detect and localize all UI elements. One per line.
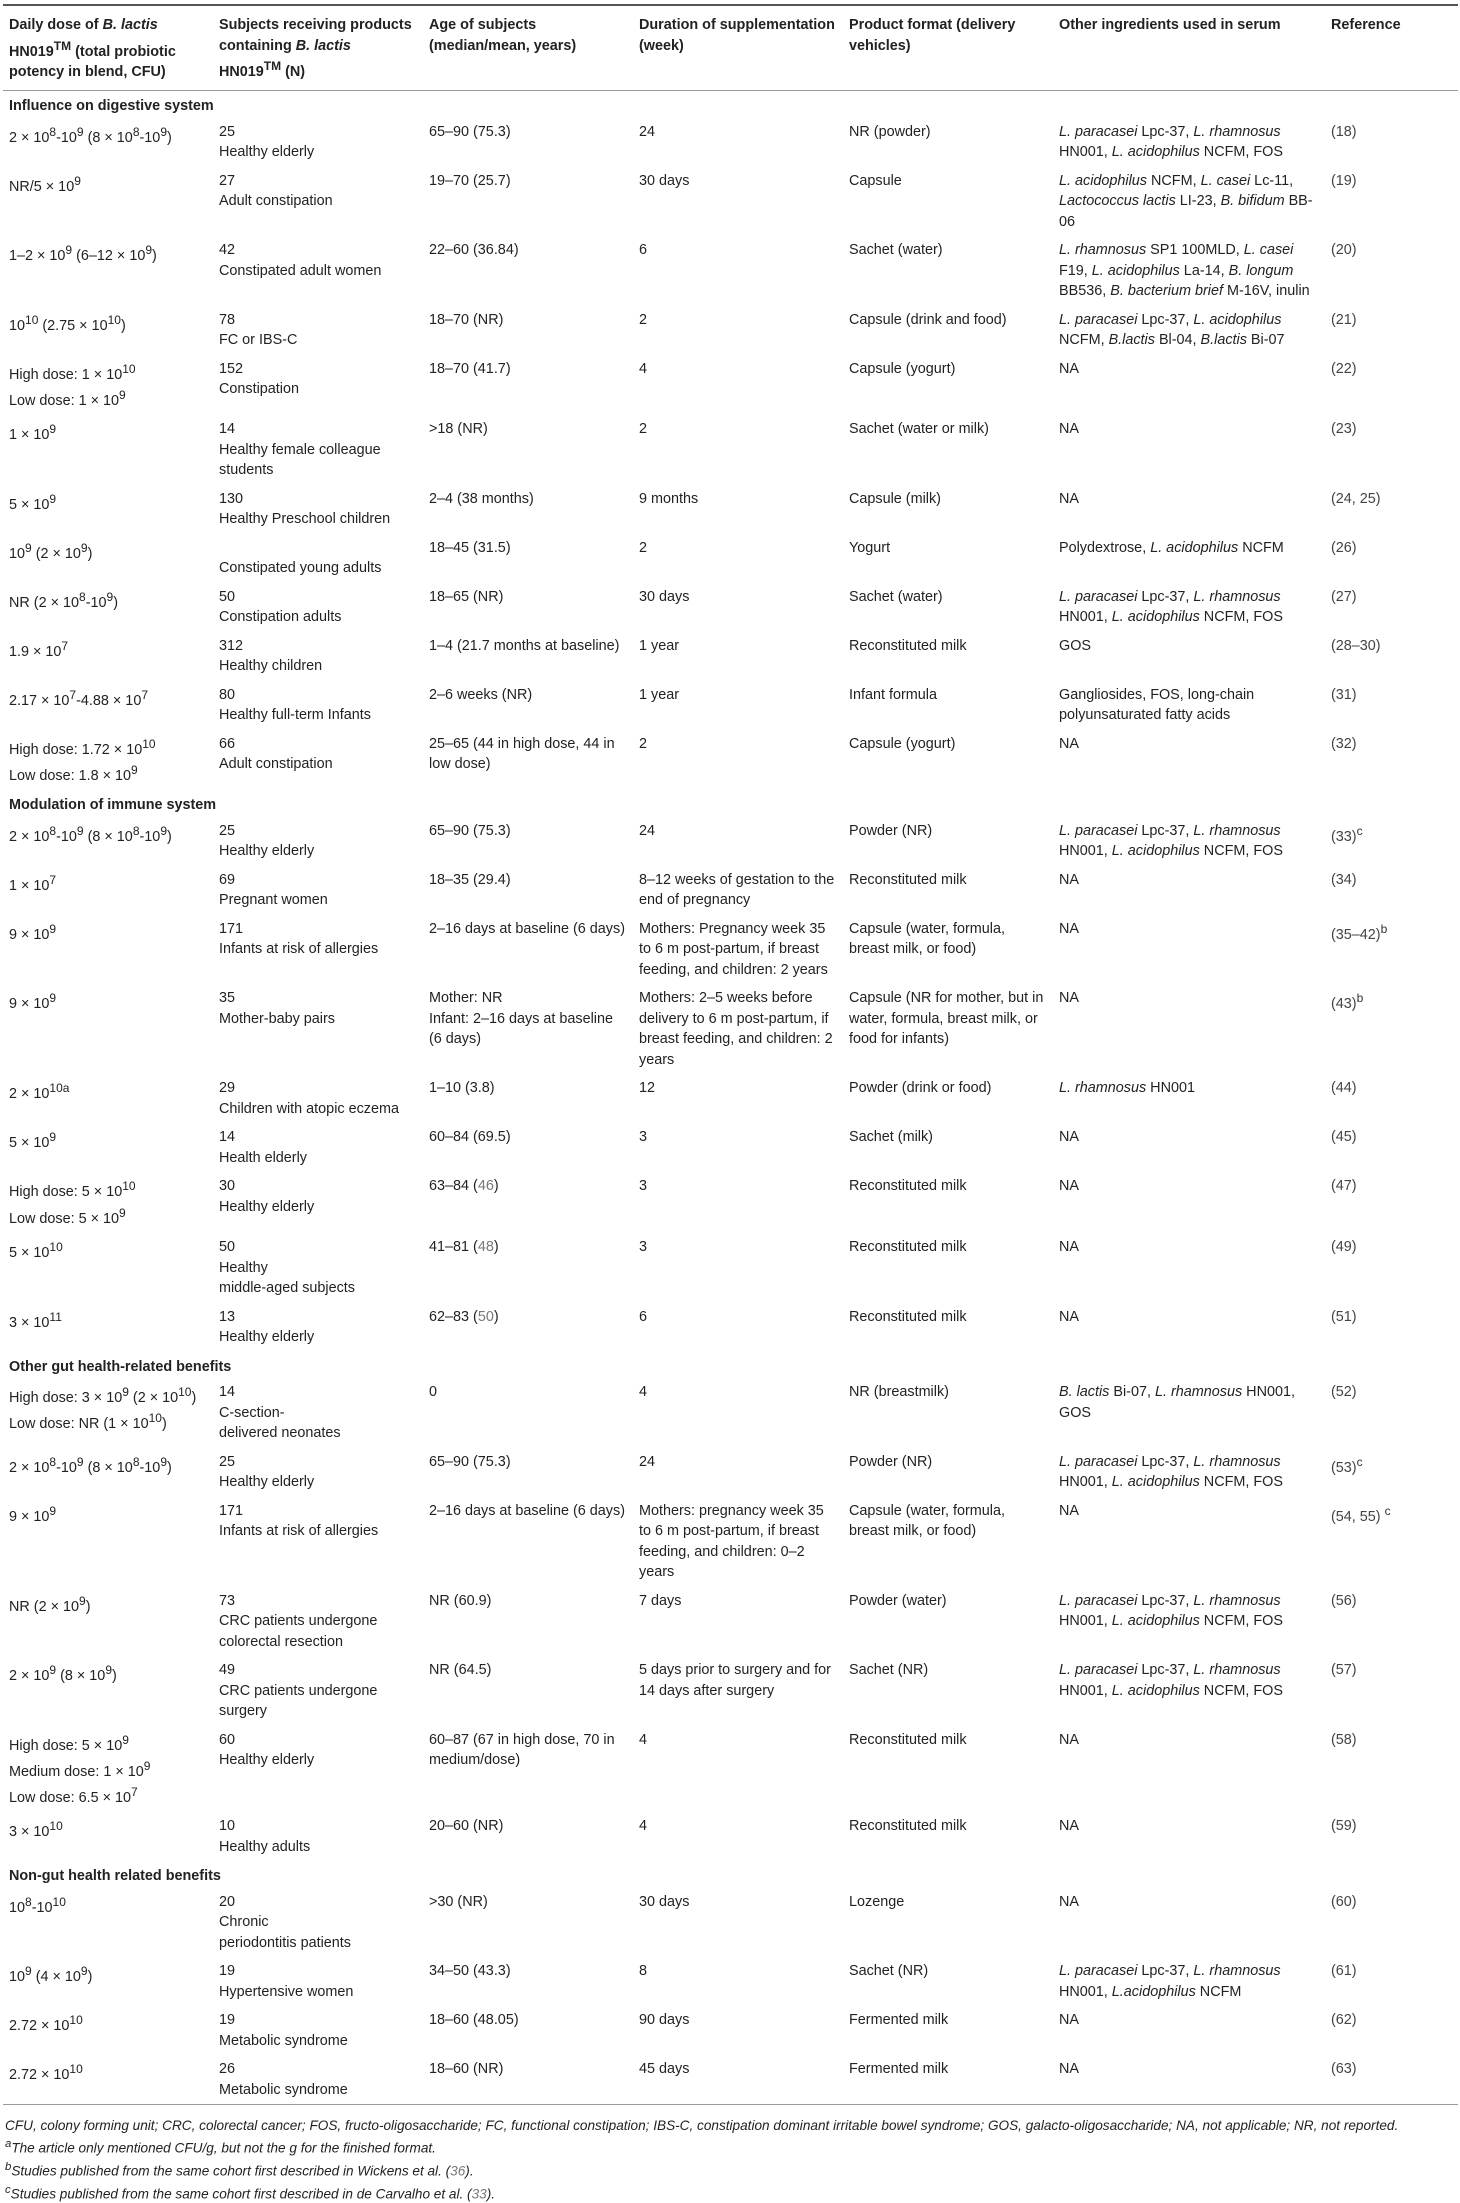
table-row	[3, 1957, 1458, 2006]
table-cell: 18–65 (NR)	[429, 588, 504, 605]
table-row	[3, 534, 1458, 583]
table-cell: 4	[639, 1818, 648, 1835]
section-title: Other gut health-related benefits	[9, 1358, 232, 1375]
table-cell: 18–70 (41.7)	[429, 360, 511, 377]
table-cell: 24	[639, 1453, 656, 1470]
table-cell: Capsule (yogurt)	[849, 360, 956, 377]
table-cell: 1 year	[639, 637, 679, 654]
table-cell: 3	[639, 1178, 648, 1195]
table-cell: 60–84 (69.5)	[429, 1129, 511, 1146]
table-row	[3, 1497, 1458, 1587]
table-row	[3, 1172, 1458, 1233]
table-cell: NR (breastmilk)	[849, 1384, 949, 1401]
table-cell: GOS	[1059, 637, 1091, 654]
table-cell: Lozenge	[849, 1893, 905, 1910]
footnote: $^c$Studies published from the same cohort first described in de Carvalho et al. (33).	[5, 2183, 496, 2202]
table-cell: Fermented milk	[849, 2012, 949, 2029]
reference-cell: (22)	[1331, 360, 1357, 377]
table-cell: 45 days	[639, 2061, 690, 2078]
table-cell: Capsule	[849, 172, 902, 189]
table-cell: L. acidophilus NCFM, L. casei Lc-11, Lactococcus lactis LI-23, B. bifidum BB-06	[1059, 172, 1313, 230]
table-cell: 2–16 days at baseline (6 days)	[429, 1502, 625, 1519]
table-cell: L. paracasei Lpc-37, L. rhamnosus HN001, L. acidophilus NCFM, FOS	[1059, 1592, 1283, 1630]
section-row	[3, 1352, 1458, 1379]
table-cell: 18–35 (29.4)	[429, 871, 511, 888]
table-cell: $9 \times 10^9$	[9, 921, 57, 943]
table-cell: 1–10 (3.8)	[429, 1080, 495, 1097]
table-cell: 171 Infants at risk of allergies	[219, 920, 379, 958]
reference-cell: (61)	[1331, 1963, 1357, 1980]
reference-cell: (32)	[1331, 735, 1357, 752]
table-cell: L. paracasei Lpc-37, L. rhamnosus HN001, L. acidophilus NCFM, FOS	[1059, 1662, 1283, 1699]
table-cell: L. paracasei Lpc-37, L. rhamnosus HN001, L.acidophilus NCFM	[1059, 1963, 1281, 2000]
table-cell: $10^{10}$ $(2.75 \times 10^{10})$	[9, 312, 126, 334]
reference-cell: (63)	[1331, 2061, 1357, 2078]
table-cell: 8	[639, 1963, 648, 1980]
table-row	[3, 2055, 1458, 2105]
table-cell: 18–60 (NR)	[429, 2061, 504, 2078]
table-row	[3, 306, 1458, 355]
table-row	[3, 984, 1458, 1074]
section-row	[3, 91, 1458, 118]
table-cell: Infant formula	[849, 686, 937, 703]
table-cell: Sachet (NR)	[849, 1662, 929, 1679]
table-cell: NA	[1059, 1731, 1079, 1748]
table-cell: Powder (NR)	[849, 1453, 933, 1470]
reference-cell: (62)	[1331, 2012, 1357, 2029]
table-cell: 3	[639, 1239, 648, 1256]
table-cell: $1-2 \times 10^9$ $(6-12 \times 10^9)$	[9, 243, 157, 265]
table-row	[3, 1587, 1458, 1657]
table-row	[3, 583, 1458, 632]
table-body	[3, 91, 1458, 2105]
reference-cell: $(35-42)^b$	[1331, 921, 1388, 943]
table-cell: NR (60.9)	[429, 1592, 492, 1609]
table-cell: $10^9$ $(4 \times 10^9)$	[9, 1964, 93, 1986]
table-cell: 5 days prior to surgery and for 14 days after surgery	[639, 1662, 831, 1699]
table-row	[3, 1812, 1458, 1861]
table-cell: L. paracasei Lpc-37, L. rhamnosus HN001, L. acidophilus NCFM, FOS	[1059, 123, 1283, 161]
table-cell: 50 Constipation adults	[219, 588, 342, 626]
reference-cell: $(33)^c$	[1331, 823, 1363, 845]
footnote: CFU, colony forming unit; CRC, colorectal cancer; FOS, fructo-oligosaccharide; FC, functional constipation; IBS-C, constipation dominant irritable bowel syndrome; GOS, galacto-oligosaccharide; NA, not applicable; NR, not reported.	[5, 2118, 1399, 2134]
table-cell: $2 \times 10^8-10^9$ $(8 \times 10^8-10^9)$	[9, 823, 172, 845]
table-cell: NR (64.5)	[429, 1662, 492, 1679]
table-cell: 8–12 weeks of gestation to the end of pregnancy	[639, 871, 835, 909]
table-cell: L. rhamnosus HN001	[1059, 1080, 1195, 1097]
table-row	[3, 915, 1458, 985]
table-cell: Capsule (NR for mother, but in water, formula, breast milk, or food for infants)	[849, 990, 1044, 1048]
table-cell: NR $(2 \times 10^9)$	[9, 1593, 91, 1615]
table-cell: Mother: NR Infant: 2–16 days at baseline (6 days)	[429, 990, 614, 1048]
table-cell: 6	[639, 1308, 648, 1325]
table-cell: Sachet (NR)	[849, 1963, 929, 1980]
reference-cell: (57)	[1331, 1662, 1357, 1679]
reference-cell: (34)	[1331, 871, 1357, 888]
table-row	[3, 355, 1458, 416]
table-cell: >18 (NR)	[429, 421, 488, 438]
section-row	[3, 1861, 1458, 1888]
table-row	[3, 236, 1458, 306]
table-cell: Sachet (water)	[849, 242, 943, 259]
table-cell: 65–90 (75.3)	[429, 1453, 511, 1470]
reference-cell: (24, 25)	[1331, 490, 1381, 507]
table-cell: NA	[1059, 990, 1079, 1007]
table-cell: 4	[639, 360, 648, 377]
table-cell: 19 Metabolic syndrome	[219, 2012, 348, 2049]
table-row	[3, 485, 1458, 534]
reference-cell: (60)	[1331, 1893, 1357, 1910]
table-cell: L. rhamnosus SP1 100MLD, L. casei F19, L. acidophilus La-14, B. longum BB536, B. bacterium brief M-16V, inulin	[1059, 242, 1310, 300]
table-header	[3, 5, 1458, 91]
table-cell: 18–45 (31.5)	[429, 539, 511, 556]
table-cell: 65–90 (75.3)	[429, 123, 511, 140]
table-cell: 19–70 (25.7)	[429, 172, 511, 189]
table-cell: 171 Infants at risk of allergies	[219, 1502, 379, 1540]
reference-cell: (59)	[1331, 1818, 1357, 1835]
table-cell: $2 \times 10^8-10^9$ $(8 \times 10^8-10^9)$	[9, 1454, 172, 1476]
table-cell: $2 \times 10^9$ $(8 \times 10^9)$	[9, 1663, 117, 1684]
table-cell: Reconstituted milk	[849, 1239, 967, 1256]
table-cell: NA	[1059, 490, 1079, 507]
table-cell: 130 Healthy Preschool children	[219, 490, 391, 528]
table-cell: $2 \times 10^8-10^9$ $(8 \times 10^8-10^9)$	[9, 124, 172, 146]
table-row	[3, 118, 1458, 167]
table-cell: 2–4 (38 months)	[429, 490, 534, 507]
table-cell: 12	[639, 1080, 656, 1097]
table-cell: 10 Healthy adults	[219, 1818, 311, 1855]
table-cell: 2	[639, 539, 648, 556]
table-row	[3, 2006, 1458, 2055]
reference-cell: (18)	[1331, 123, 1357, 140]
table-row	[3, 1656, 1458, 1726]
table-cell: High dose: $5 \times 10^9$ Medium dose: $1 \times 10^9$ Low dose: $6.5 \times 10^7$	[9, 1732, 151, 1806]
table-cell: Reconstituted milk	[849, 1818, 967, 1835]
reference-cell: (49)	[1331, 1239, 1357, 1256]
table-cell: >30 (NR)	[429, 1893, 488, 1910]
table-cell: 4	[639, 1384, 648, 1401]
table-row	[3, 1448, 1458, 1497]
column-header: Age of subjects (median/mean, years)	[429, 17, 577, 54]
table-cell: $3 \times 10^{10}$	[9, 1819, 63, 1841]
table-cell: Mothers: Pregnancy week 35 to 6 m post-partum, if breast feeding, and children: 2 years	[639, 920, 828, 978]
table-cell: 7 days	[639, 1592, 682, 1609]
footnotes	[3, 2117, 1458, 2203]
table-row	[3, 1074, 1458, 1123]
table-cell: $10^9$ $(2 \times 10^9)$	[9, 540, 93, 562]
table-cell: 2–6 weeks (NR)	[429, 686, 533, 703]
table-cell: Sachet (water)	[849, 588, 943, 605]
table-cell: Powder (drink or food)	[849, 1080, 992, 1097]
table-cell: Reconstituted milk	[849, 637, 967, 654]
table-cell: NA	[1059, 2012, 1079, 2029]
table-cell: Reconstituted milk	[849, 871, 967, 888]
table-cell: NA	[1059, 871, 1079, 888]
table-cell: 18–70 (NR)	[429, 311, 504, 328]
table-cell: Sachet (milk)	[849, 1129, 933, 1146]
reference-cell: (19)	[1331, 172, 1357, 189]
table-cell: 9 months	[639, 490, 699, 507]
table-cell: 27 Adult constipation	[219, 172, 333, 210]
table-cell: 2–16 days at baseline (6 days)	[429, 920, 625, 937]
table-cell: 1–4 (21.7 months at baseline)	[429, 637, 620, 654]
table-cell: Polydextrose, L. acidophilus NCFM	[1059, 539, 1284, 556]
table-cell: Yogurt	[849, 539, 891, 556]
results-table	[3, 4, 1458, 2105]
table-row	[3, 415, 1458, 485]
table-cell: Sachet (water or milk)	[849, 421, 989, 438]
column-header: Daily dose of B. lactis HN019™ (total probiotic potency in blend, CFU)	[9, 17, 176, 80]
reference-cell: (21)	[1331, 311, 1357, 328]
table-cell: Fermented milk	[849, 2061, 949, 2078]
table-cell: 34–50 (43.3)	[429, 1963, 511, 1980]
table-cell: NA	[1059, 421, 1079, 438]
table-row	[3, 1726, 1458, 1813]
table-cell: NA	[1059, 1129, 1079, 1146]
table-cell: 50 Healthy middle-aged subjects	[219, 1239, 355, 1297]
table-cell: NA	[1059, 735, 1079, 752]
table-cell: 73 CRC patients undergone colorectal resection	[219, 1592, 378, 1650]
table-cell: 30 days	[639, 172, 690, 189]
table-cell: NA	[1059, 360, 1079, 377]
table-cell: 24	[639, 822, 656, 839]
table-cell: NA	[1059, 1893, 1079, 1910]
table-cell: $10^8-10^{10}$	[9, 1894, 66, 1916]
table-cell: Reconstituted milk	[849, 1308, 967, 1325]
table-cell: Reconstituted milk	[849, 1731, 967, 1748]
reference-cell: (28–30)	[1331, 637, 1381, 654]
table-cell: 312 Healthy children	[219, 637, 323, 675]
table-cell: 78 FC or IBS-C	[219, 311, 298, 349]
table-cell: High dose: $1.72 \times 10^{10}$ Low dose: $1.8 \times 10^9$	[9, 736, 156, 784]
table-cell: $2.17 \times 10^7-4.88 \times 10^7$	[9, 687, 149, 709]
table-cell: Mothers: 2–5 weeks before delivery to 6 m post-partum, if breast feeding, and children: 2 years	[639, 990, 833, 1068]
table-cell: 35 Mother-baby pairs	[219, 990, 335, 1027]
table-cell: 0	[429, 1384, 438, 1401]
table-cell: 26 Metabolic syndrome	[219, 2061, 348, 2098]
header-row	[3, 5, 1458, 91]
table-cell: 3	[639, 1129, 648, 1146]
table-cell: 41–81 (48)	[429, 1239, 499, 1256]
table-cell: 90 days	[639, 2012, 690, 2029]
table-cell: NA	[1059, 1502, 1079, 1519]
reference-cell: (54, 55) $^c$	[1331, 1503, 1391, 1525]
table-cell: Powder (water)	[849, 1592, 947, 1609]
table-cell: 42 Constipated adult women	[219, 242, 382, 279]
table-cell: NR (powder)	[849, 123, 931, 140]
table-row	[3, 866, 1458, 915]
reference-cell: (52)	[1331, 1384, 1357, 1401]
table-cell: $NR/5 \times 10^9$	[9, 173, 81, 195]
table-cell: Reconstituted milk	[849, 1178, 967, 1195]
table-cell: 30 days	[639, 588, 690, 605]
table-cell: 20–60 (NR)	[429, 1818, 504, 1835]
table-row	[3, 1378, 1458, 1448]
table-cell: Capsule (water, formula, breast milk, or food)	[849, 1502, 1005, 1540]
table-cell: $5 \times 10^9$	[9, 1130, 57, 1152]
table-cell: NR $(2 \times 10^8-10^9)$	[9, 589, 118, 611]
table-cell: Mothers: pregnancy week 35 to 6 m post-partum, if breast feeding, and children: 0–2 years	[639, 1502, 824, 1581]
table-row	[3, 1303, 1458, 1352]
footnote: $^a$The article only mentioned CFU/g, but not the g for the finished format.	[5, 2138, 436, 2156]
table-cell: Gangliosides, FOS, long-chain polyunsaturated fatty acids	[1059, 686, 1255, 724]
reference-cell: (58)	[1331, 1731, 1357, 1748]
table-cell: Capsule (drink and food)	[849, 311, 1007, 328]
table-cell: $2.72 \times 10^{10}$	[9, 2013, 83, 2035]
column-header: Subjects receiving products containing B. lactis HN019™ (N)	[219, 17, 412, 80]
column-header: Reference	[1331, 17, 1401, 33]
table-cell: $1.9 \times 10^7$	[9, 638, 69, 660]
table-cell: $5 \times 10^9$	[9, 491, 57, 513]
table-cell: L. paracasei Lpc-37, L. rhamnosus HN001, L. acidophilus NCFM, FOS	[1059, 588, 1283, 626]
reference-cell: (44)	[1331, 1080, 1357, 1097]
table-cell: 1 year	[639, 686, 679, 703]
table-row	[3, 681, 1458, 730]
reference-cell: (56)	[1331, 1592, 1357, 1609]
table-cell: Constipated young adults	[219, 560, 382, 577]
table-container	[3, 4, 1458, 2203]
section-row	[3, 790, 1458, 817]
table-cell: $2 \times 10^{10a}$	[9, 1081, 70, 1103]
table-cell: $5 \times 10^{10}$	[9, 1240, 63, 1261]
table-cell: 60–87 (67 in high dose, 70 in medium/dose)	[429, 1731, 615, 1769]
table-cell: B. lactis Bi-07, L. rhamnosus HN001, GOS	[1059, 1384, 1295, 1421]
table-cell: L. paracasei Lpc-37, L. rhamnosus HN001, L. acidophilus NCFM, FOS	[1059, 1453, 1283, 1491]
table-cell: 63–84 (46)	[429, 1178, 499, 1195]
table-cell: 6	[639, 242, 648, 259]
table-cell: 66 Adult constipation	[219, 735, 333, 773]
table-cell: 25 Healthy elderly	[219, 1453, 315, 1491]
table-cell: $9 \times 10^9$	[9, 1503, 57, 1525]
table-cell: 60 Healthy elderly	[219, 1731, 315, 1769]
reference-cell: (51)	[1331, 1308, 1357, 1325]
table-cell: $3 \times 10^{11}$	[9, 1309, 62, 1331]
table-row	[3, 632, 1458, 681]
footnote: $^b$Studies published from the same cohort first described in Wickens et al. (36).	[5, 2161, 474, 2179]
table-row	[3, 817, 1458, 866]
table-cell: L. paracasei Lpc-37, L. rhamnosus HN001, L. acidophilus NCFM, FOS	[1059, 822, 1283, 860]
table-cell: 20 Chronic periodontitis patients	[219, 1893, 351, 1951]
table-cell: 25 Healthy elderly	[219, 822, 315, 860]
table-cell: NA	[1059, 1178, 1079, 1195]
table-cell: High dose: $3 \times 10^9$ $(2 \times 10^{10})$ Low dose: NR $(1 \times 10^{10})$	[9, 1385, 197, 1433]
table-cell: $2.72 \times 10^{10}$	[9, 2062, 83, 2084]
table-cell: 2	[639, 735, 648, 752]
table-cell: $9 \times 10^9$	[9, 991, 57, 1013]
table-row	[3, 1233, 1458, 1303]
table-cell: 25–65 (44 in high dose, 44 in low dose)	[429, 735, 615, 773]
table-cell: 14 Health elderly	[219, 1129, 307, 1166]
table-cell: 62–83 (50)	[429, 1308, 499, 1325]
table-cell: $1 \times 10^9$	[9, 422, 57, 444]
table-row	[3, 1123, 1458, 1172]
table-cell: 25 Healthy elderly	[219, 123, 315, 161]
table-cell: 18–60 (48.05)	[429, 2012, 519, 2029]
table-row	[3, 1888, 1458, 1958]
table-cell: High dose: $1 \times 10^{10}$ Low dose: $1 \times 10^9$	[9, 361, 136, 409]
column-header: Duration of supplementation (week)	[639, 17, 835, 54]
section-title: Influence on digestive system	[9, 98, 214, 115]
table-cell: NA	[1059, 1308, 1079, 1325]
table-cell: Capsule (yogurt)	[849, 735, 956, 752]
table-cell: 30 days	[639, 1893, 690, 1910]
table-cell: 22–60 (36.84)	[429, 242, 519, 259]
table-cell: 65–90 (75.3)	[429, 822, 511, 839]
table-cell: 152 Constipation	[219, 360, 299, 398]
table-cell: 29 Children with atopic eczema	[219, 1080, 399, 1117]
reference-cell: (26)	[1331, 539, 1357, 556]
table-cell: 14 Healthy female colleague students	[219, 421, 381, 479]
reference-cell: (45)	[1331, 1129, 1357, 1146]
table-row	[3, 167, 1458, 237]
reference-cell: (31)	[1331, 686, 1357, 703]
table-cell: 14 C-section- delivered neonates	[219, 1384, 341, 1442]
table-row	[3, 730, 1458, 791]
reference-cell: $(53)^c$	[1331, 1454, 1363, 1476]
table-cell: 13 Healthy elderly	[219, 1308, 315, 1346]
table-cell: NA	[1059, 1239, 1079, 1256]
table-cell: 69 Pregnant women	[219, 871, 328, 909]
table-cell: 4	[639, 1731, 648, 1748]
reference-cell: (27)	[1331, 588, 1357, 605]
table-cell: 80 Healthy full-term Infants	[219, 686, 371, 724]
table-cell: $1 \times 10^7$	[9, 872, 57, 894]
table-cell: NA	[1059, 2061, 1079, 2078]
reference-cell: (20)	[1331, 242, 1357, 259]
table-cell: NA	[1059, 1818, 1079, 1835]
table-cell: 19 Hypertensive women	[219, 1963, 354, 2000]
table-cell: 2	[639, 311, 648, 328]
table-cell: L. paracasei Lpc-37, L. acidophilus NCFM, B.lactis Bl-04, B.lactis Bi-07	[1059, 311, 1285, 349]
table-cell: 24	[639, 123, 656, 140]
column-header: Other ingredients used in serum	[1059, 17, 1281, 33]
section-title: Modulation of immune system	[9, 797, 217, 814]
table-cell: Capsule (milk)	[849, 490, 941, 507]
section-title: Non-gut health related benefits	[9, 1868, 221, 1885]
table-cell: High dose: $5 \times 10^{10}$ Low dose: $5 \times 10^9$	[9, 1179, 136, 1227]
table-cell: NA	[1059, 920, 1079, 937]
table-cell: 2	[639, 421, 648, 438]
table-cell: Capsule (water, formula, breast milk, or food)	[849, 920, 1005, 958]
reference-cell: (47)	[1331, 1178, 1357, 1195]
table-cell: Powder (NR)	[849, 822, 933, 839]
table-cell: 30 Healthy elderly	[219, 1178, 315, 1215]
table-cell: 49 CRC patients undergone surgery	[219, 1662, 378, 1720]
reference-cell: $(43)^b$	[1331, 991, 1364, 1013]
column-header: Product format (delivery vehicles)	[849, 17, 1016, 54]
reference-cell: (23)	[1331, 421, 1357, 438]
